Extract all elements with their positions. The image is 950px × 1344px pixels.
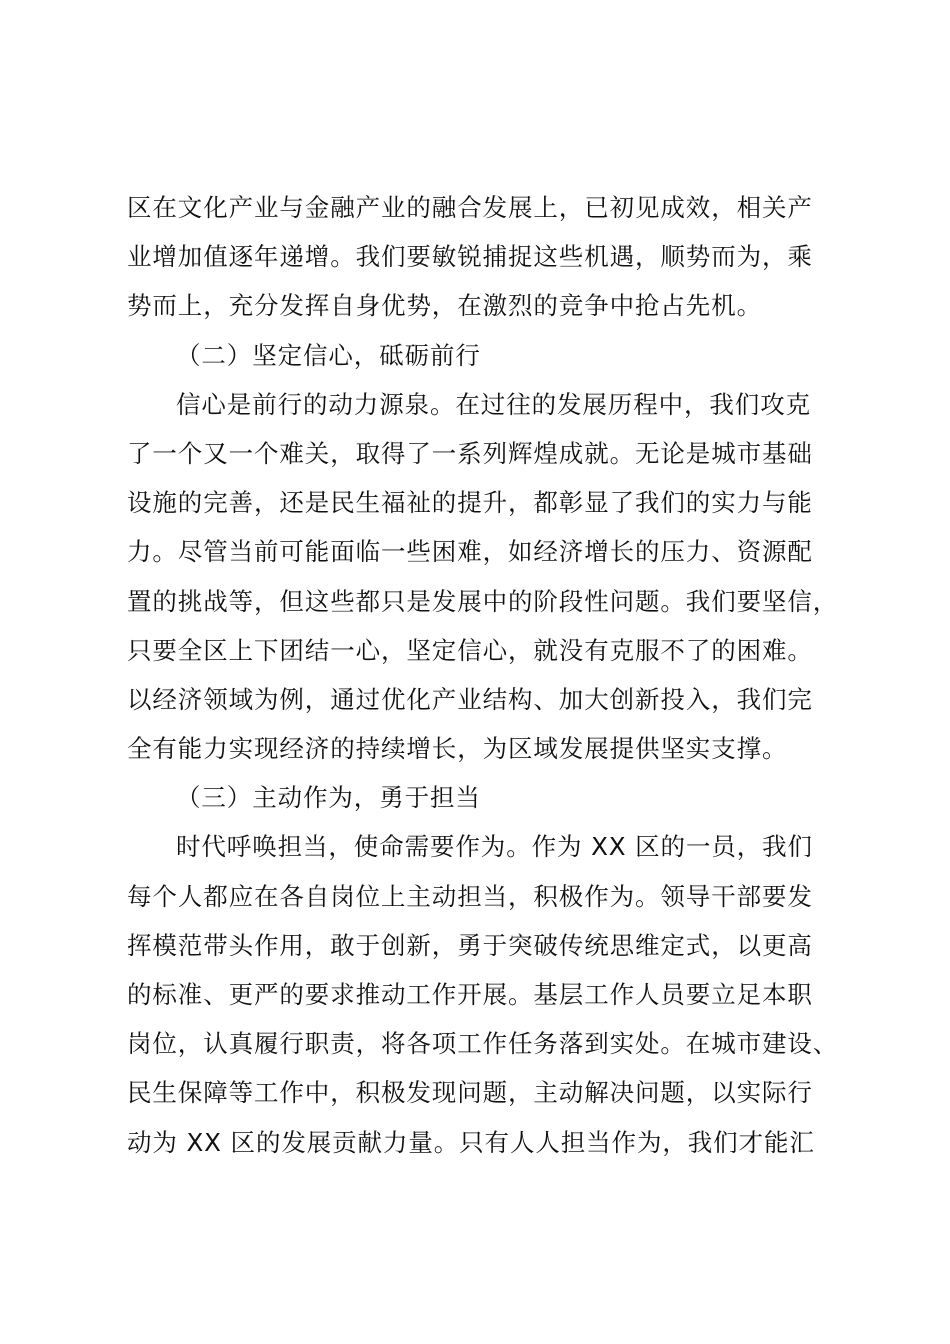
paragraph-line: 区在文化产业与金融产业的融合发展上，已初见成效，相关产: [127, 193, 813, 222]
paragraph-line: 动为 XX 区的发展贡献力量。只有人人担当作为，我们才能汇: [127, 1127, 815, 1157]
paragraph-line: 置的挑战等，但这些都只是发展中的阶段性问题。我们要坚信，: [127, 586, 839, 616]
section-heading-3: （三）主动作为，勇于担当: [176, 783, 481, 813]
paragraph-first-line: 信心是前行的动力源泉。在过往的发展历程中，我们攻克: [176, 389, 811, 419]
paragraph-line: 设施的完善，还是民生福祉的提升，都彰显了我们的实力与能: [127, 488, 813, 518]
paragraph-line: 全有能力实现经济的持续增长，为区域发展提供坚实支撑。: [127, 734, 788, 764]
paragraph-line: 业增加值逐年递增。我们要敏锐捕捉这些机遇，顺势而为，乘: [127, 242, 813, 272]
document-body: [127, 183, 837, 1167]
paragraph-line: 力。尽管当前可能面临一些困难，如经济增长的压力、资源配: [127, 537, 813, 567]
paragraph-line: 岗位，认真履行职责，将各项工作任务落到实处。在城市建设、: [127, 1029, 839, 1059]
paragraph-line: 势而上，充分发挥自身优势，在激烈的竞争中抢占先机。: [127, 291, 762, 321]
paragraph-line: 民生保障等工作中，积极发现问题，主动解决问题，以实际行: [127, 1078, 813, 1108]
paragraph-line: 只要全区上下团结一心，坚定信心，就没有克服不了的困难。: [127, 635, 813, 665]
section-heading-2: （二）坚定信心，砥砺前行: [176, 340, 481, 370]
paragraph-line: 了一个又一个难关，取得了一系列辉煌成就。无论是城市基础: [127, 438, 813, 468]
paragraph-line: 以经济领域为例，通过优化产业结构、加大创新投入，我们完: [127, 684, 813, 714]
paragraph-first-line: 时代呼唤担当，使命需要作为。作为 XX 区的一员，我们: [176, 832, 813, 862]
paragraph-line: 挥模范带头作用，敢于创新，勇于突破传统思维定式，以更高: [127, 930, 813, 960]
paragraph-line: 每个人都应在各自岗位上主动担当，积极作为。领导干部要发: [127, 881, 813, 911]
paragraph-line: 的标准、更严的要求推动工作开展。基层工作人员要立足本职: [127, 980, 813, 1009]
